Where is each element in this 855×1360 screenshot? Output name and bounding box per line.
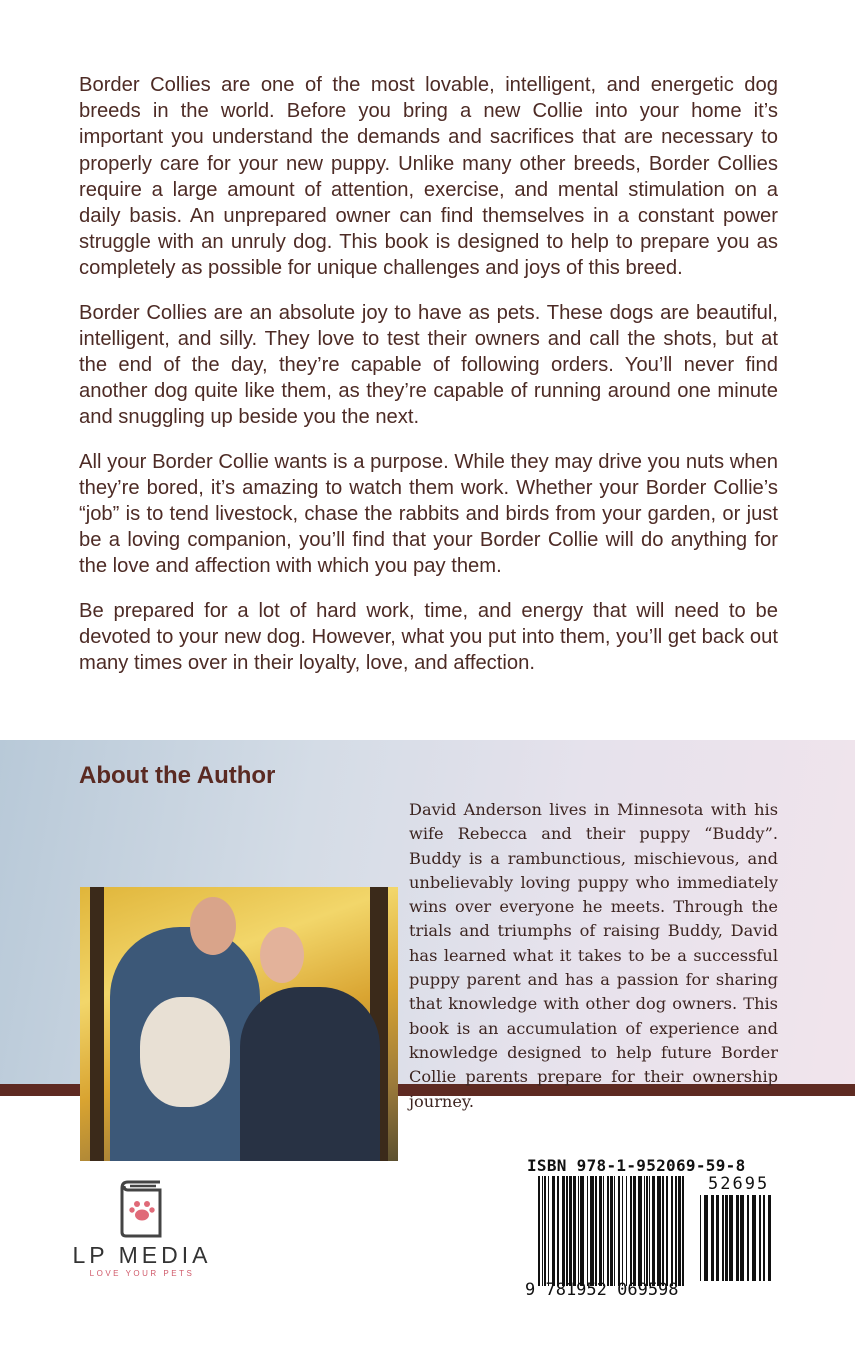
about-author-heading: About the Author — [79, 762, 276, 789]
barcode-addon-number: 52695 — [708, 1174, 770, 1194]
blurb-paragraph: All your Border Collie wants is a purpose. While they may drive you nuts when they’re bored, it’s amazing to watch them work. Whether your Border Collie’s “job” is to tend livestock, chase the rabbits and birds from your garden, or just be a loving companion, you’ll find that your Border Collie will do anything for the love and affection with which you pay them. — [79, 450, 778, 578]
barcode-bar — [652, 1176, 655, 1286]
barcode-bar — [752, 1195, 756, 1281]
barcode-bar — [607, 1176, 609, 1286]
barcode-bar — [542, 1176, 543, 1286]
barcode-bar — [544, 1176, 546, 1286]
barcode-bar — [595, 1176, 597, 1286]
barcode-bar — [638, 1176, 642, 1286]
blurb-paragraph: Border Collies are an absolute joy to have as pets. These dogs are beautiful, intelligent, and silly. They love to test their owners and call the shots, but at the end of the day, they’re capable of following orders. You’ll never find another dog quite like them, as they’re capable of running around one minute and snuggling up beside you the next. — [79, 301, 778, 429]
woman-head — [260, 927, 304, 983]
barcode-bar — [646, 1176, 648, 1286]
barcode-bar — [700, 1195, 701, 1281]
book-paw-icon — [120, 1178, 164, 1238]
barcode-bar — [618, 1176, 620, 1286]
tree-trunk — [90, 887, 104, 1161]
barcode-bar — [657, 1176, 661, 1286]
dog-figure — [140, 997, 230, 1107]
barcode-bar — [682, 1176, 684, 1286]
man-head — [190, 897, 236, 955]
blurb-paragraph: Be prepared for a lot of hard work, time, and energy that will need to be devoted to your new dog. However, what you put into them, you’ll get back out many times over in their loyalty, love, and affection. — [79, 599, 778, 675]
barcode-bar — [557, 1176, 559, 1286]
barcode-bar — [578, 1176, 579, 1286]
isbn-label: ISBN 978-1-952069-59-8 — [527, 1156, 746, 1175]
barcode-bar — [725, 1195, 728, 1281]
barcode-bar — [548, 1176, 549, 1286]
barcode-bar — [587, 1176, 588, 1286]
barcode-bar — [736, 1195, 739, 1281]
publisher-logo — [72, 1178, 212, 1278]
barcode-bar — [580, 1176, 584, 1286]
barcode-bar — [599, 1176, 602, 1286]
barcode-bar — [538, 1176, 540, 1286]
barcode-bar — [675, 1176, 677, 1286]
barcode-bar — [552, 1176, 555, 1286]
barcode-bar — [678, 1176, 681, 1286]
barcode-bar — [566, 1176, 568, 1286]
publisher-name: LP MEDIA — [72, 1242, 212, 1268]
barcode-bar — [747, 1195, 749, 1281]
woman-figure — [240, 987, 380, 1161]
barcode-bar — [626, 1176, 627, 1286]
barcode-bar — [603, 1176, 604, 1286]
barcode-bar — [704, 1195, 708, 1281]
barcode-bar — [644, 1176, 645, 1286]
barcode-number: 9 781952 069598 — [525, 1280, 679, 1300]
barcode-bar — [763, 1195, 765, 1281]
barcode-bar — [590, 1176, 594, 1286]
barcode-bar — [759, 1195, 761, 1281]
barcode-bar — [614, 1176, 615, 1286]
publisher-tagline: LOVE YOUR PETS — [89, 1269, 195, 1278]
barcode-bar — [666, 1176, 668, 1286]
barcode-addon — [700, 1195, 774, 1281]
author-bio: David Anderson lives in Minnesota with his wife Rebecca and their puppy “Buddy”. Buddy is a rambunctious, mischievous, and unbelievably loving puppy who immediately wins over everyone he meets. Through the trials and triumphs of raising Buddy, David has learned what it takes to be a successful puppy parent and has a passion for sharing that knowledge with other dog owners. This book is an accumulation of experience and knowledge designed to help future Border Collie parents prepare for their ownership journey. — [409, 800, 778, 1111]
barcode-bar — [610, 1176, 613, 1286]
barcode-bar — [716, 1195, 719, 1281]
barcode-bar — [649, 1176, 650, 1286]
barcode-bar — [573, 1176, 576, 1286]
barcode-bar — [662, 1176, 664, 1286]
barcode-bar — [729, 1195, 733, 1281]
barcode-main — [538, 1176, 690, 1286]
back-cover-blurb — [79, 72, 778, 694]
author-photo — [80, 887, 398, 1161]
barcode-bar — [569, 1176, 572, 1286]
barcode-bar — [562, 1176, 565, 1286]
barcode-bar — [722, 1195, 724, 1281]
barcode-bar — [622, 1176, 623, 1286]
barcode-bar — [711, 1195, 714, 1281]
barcode-bar — [630, 1176, 632, 1286]
barcode-bar — [633, 1176, 636, 1286]
barcode-bar — [740, 1195, 744, 1281]
barcode-bar — [671, 1176, 673, 1286]
barcode-bar — [768, 1195, 771, 1281]
blurb-paragraph: Border Collies are one of the most lovable, intelligent, and energetic dog breeds in the world. Before you bring a new Collie into your home it’s important you understand the demands and sacrifices that are necessary to properly care for your new puppy. Unlike many other breeds, Border Collies require a large amount of attention, exercise, and mental stimulation on a daily basis. An unprepared owner can find themselves in a constant power struggle with an unruly dog. This book is designed to help to prepare you as completely as possible for unique challenges and joys of this breed. — [79, 74, 778, 280]
